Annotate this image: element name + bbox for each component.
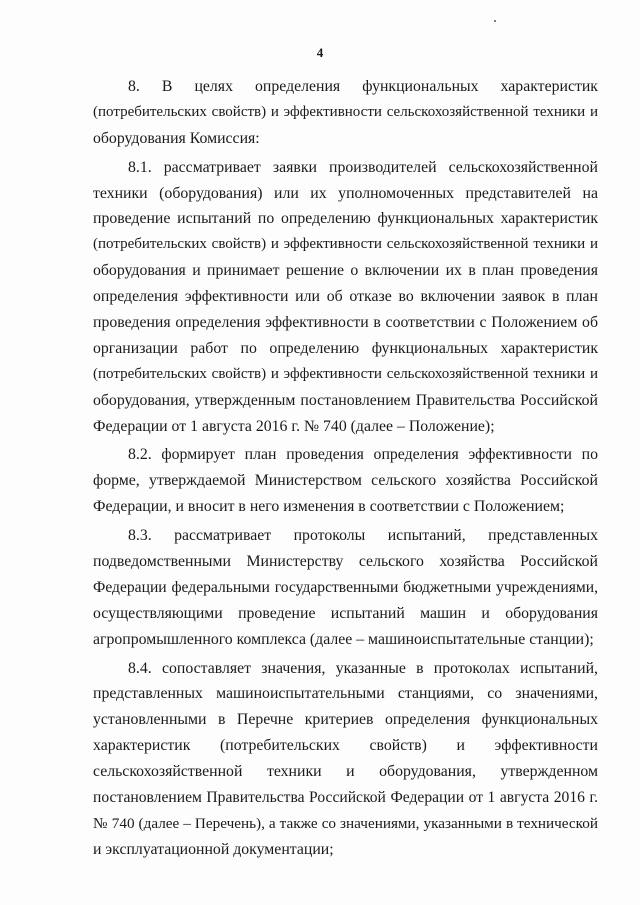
paragraph-8-1-line: организации работ по определению функциональных характеристик	[93, 339, 598, 357]
paragraph-8-1-line: (потребительских свойств) и эффективности сельскохозяйственной техники и	[93, 236, 598, 253]
paragraph-8-2-line: 8.2. формирует план проведения определения эффективности по	[128, 446, 598, 464]
paragraph-8-4-line: сельскохозяйственной техники и оборудования, утвержденном	[93, 763, 598, 781]
paragraph-8-4-line: установленными в Перечне критериев определения функциональных	[93, 711, 598, 729]
paragraph-8-3-line: 8.3. рассматривает протоколы испытаний, представленных	[128, 527, 598, 545]
paragraph-8-4-line: характеристик (потребительских свойств) и эффективности	[93, 737, 598, 755]
page-number: 4	[316, 45, 324, 60]
paragraph-8-1-line: 8.1. рассматривает заявки производителей сельскохозяйственной	[128, 158, 598, 176]
paragraph-8-4-line: 8.4. сопоставляет значения, указанные в протоколах испытаний,	[128, 659, 598, 677]
paragraph-8-1-line: определения эффективности или об отказе во включении заявок в план	[93, 288, 598, 306]
paragraph-8-4-line: представленных машиноиспытательными станциями, со значениями,	[93, 685, 598, 703]
paragraph-8-3-line: осуществляющими проведение испытаний машин и оборудования	[93, 604, 598, 622]
paragraph-8-2-line: форме, утверждаемой Министерством сельского хозяйства Российской	[93, 472, 598, 490]
paragraph-8-1-line: Федерации от 1 августа 2016 г. № 740 (далее – Положение);	[93, 417, 495, 435]
paragraph-8-2-line: Федерации, и вносит в него изменения в соответствии с Положением;	[93, 498, 565, 516]
paragraph-8-4-line: и эксплуатационной документации;	[93, 840, 334, 858]
paragraph-8-line: (потребительских свойств) и эффективности сельскохозяйственной техники и	[93, 103, 598, 120]
scan-speck	[494, 20, 496, 22]
paragraph-8-1-line: проведение испытаний по определению функциональных характеристик	[93, 210, 598, 228]
paragraph-8-line: 8. В целях определения функциональных характеристик	[128, 78, 598, 95]
document-body	[93, 74, 598, 863]
paragraph-8-3-line: подведомственными Министерству сельского хозяйства Российской	[93, 553, 598, 571]
paragraph-8-line: оборудования Комиссия:	[93, 129, 260, 147]
paragraph-8-4-line: постановлением Правительства Российской Федерации от 1 августа 2016 г.	[93, 789, 598, 807]
paragraph-8-3-line: агропромышленного комплекса (далее – машиноиспытательные станции);	[93, 630, 594, 648]
paragraph-8-1-line: (потребительских свойств) и эффективности сельскохозяйственной техники и	[93, 365, 598, 382]
paragraph-8-4-line: № 740 (далее – Перечень), а также со значениями, указанными в технической	[93, 814, 598, 832]
paragraph-8-3-line: Федерации федеральными государственными бюджетными учреждениями,	[93, 578, 598, 596]
paragraph-8-1-line: оборудования и принимает решение о включении их в план проведения	[93, 262, 598, 280]
paragraph-8-1-line: техники (оборудования) или их уполномоченных представителей на	[93, 184, 598, 202]
paragraph-8-1-line: оборудования, утвержденным постановлением Правительства Российской	[93, 391, 598, 409]
paragraph-8-1-line: проведения определения эффективности в соответствии с Положением об	[93, 314, 598, 332]
